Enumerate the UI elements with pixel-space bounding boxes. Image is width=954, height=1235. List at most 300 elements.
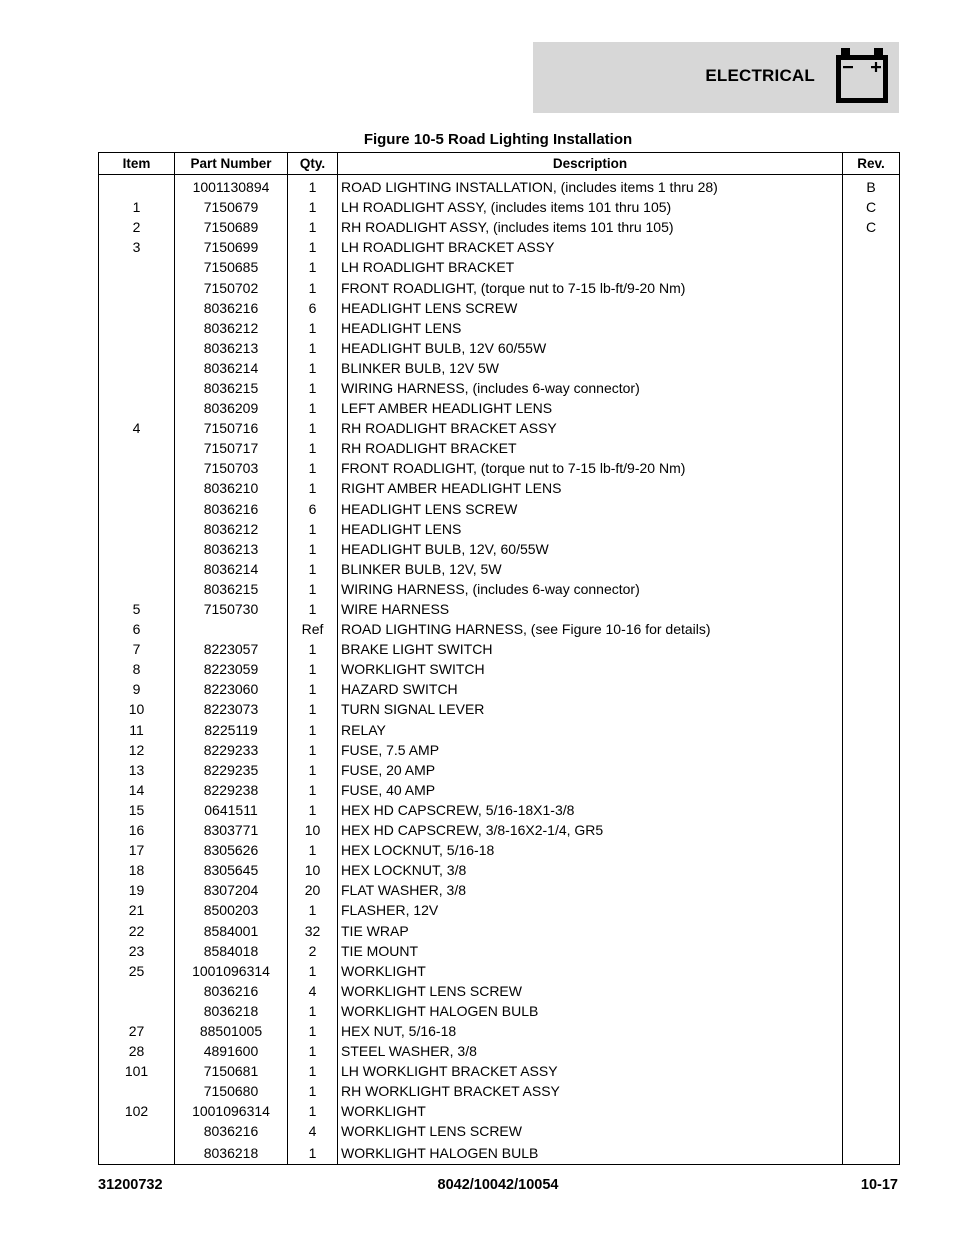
cell-rev (843, 599, 900, 619)
cell-description: RIGHT AMBER HEADLIGHT LENS (338, 478, 843, 498)
table-row (99, 679, 900, 699)
cell-item: 7 (99, 639, 175, 659)
cell-description: HEX HD CAPSCREW, 3/8-16X2-1/4, GR5 (338, 820, 843, 840)
cell-item: 8 (99, 659, 175, 679)
cell-qty: 1 (288, 458, 338, 478)
cell-item: 25 (99, 961, 175, 981)
cell-rev (843, 237, 900, 257)
cell-part-number: 7150699 (175, 237, 288, 257)
table-row (99, 1001, 900, 1021)
cell-rev (843, 1081, 900, 1101)
section-title: ELECTRICAL (705, 66, 815, 85)
cell-rev (843, 378, 900, 398)
cell-item: 12 (99, 740, 175, 760)
table-row (99, 699, 900, 719)
cell-part-number: 8036216 (175, 981, 288, 1001)
table-row (99, 1041, 900, 1061)
cell-qty: 1 (288, 720, 338, 740)
cell-rev (843, 679, 900, 699)
cell-qty: 6 (288, 499, 338, 519)
cell-item (99, 519, 175, 539)
cell-qty: 2 (288, 941, 338, 961)
cell-item: 10 (99, 699, 175, 719)
table-row (99, 499, 900, 519)
cell-description: LH ROADLIGHT BRACKET ASSY (338, 237, 843, 257)
cell-part-number: 8036209 (175, 398, 288, 418)
cell-item: 2 (99, 217, 175, 237)
cell-item: 21 (99, 900, 175, 920)
cell-rev (843, 539, 900, 559)
cell-part-number: 8036214 (175, 559, 288, 579)
cell-item: 23 (99, 941, 175, 961)
column-header-item: Item (99, 153, 175, 175)
cell-qty: 1 (288, 338, 338, 358)
cell-rev (843, 941, 900, 961)
cell-description: FRONT ROADLIGHT, (torque nut to 7-15 lb-ft/9-20 Nm) (338, 277, 843, 297)
table-row (99, 458, 900, 478)
table-row (99, 820, 900, 840)
cell-description: RH ROADLIGHT ASSY, (includes items 101 thru 105) (338, 217, 843, 237)
section-header (533, 42, 899, 113)
cell-qty: 1 (288, 519, 338, 539)
cell-part-number: 7150680 (175, 1081, 288, 1101)
cell-part-number: 0641511 (175, 800, 288, 820)
cell-qty: 1 (288, 1061, 338, 1081)
parts-table-body (99, 175, 900, 1165)
table-row (99, 880, 900, 900)
cell-description: BLINKER BULB, 12V, 5W (338, 559, 843, 579)
battery-icon (834, 46, 892, 108)
cell-item: 16 (99, 820, 175, 840)
cell-part-number: 8036218 (175, 1142, 288, 1165)
cell-qty: 1 (288, 478, 338, 498)
cell-rev (843, 880, 900, 900)
column-header-part-number: Part Number (175, 153, 288, 175)
cell-part-number: 8036213 (175, 338, 288, 358)
table-row (99, 175, 900, 198)
cell-rev (843, 760, 900, 780)
cell-rev (843, 920, 900, 940)
cell-part-number: 7150717 (175, 438, 288, 458)
cell-item: 3 (99, 237, 175, 257)
table-row (99, 1121, 900, 1141)
cell-item: 6 (99, 619, 175, 639)
cell-qty: 1 (288, 900, 338, 920)
cell-item (99, 1121, 175, 1141)
cell-description: STEEL WASHER, 3/8 (338, 1041, 843, 1061)
cell-description: BLINKER BULB, 12V 5W (338, 358, 843, 378)
cell-item: 15 (99, 800, 175, 820)
cell-description: ROAD LIGHTING INSTALLATION, (includes items 1 thru 28) (338, 175, 843, 198)
cell-qty: 10 (288, 820, 338, 840)
cell-item (99, 1081, 175, 1101)
cell-item: 17 (99, 840, 175, 860)
cell-item: 4 (99, 418, 175, 438)
cell-item (99, 981, 175, 1001)
figure-title: Figure 10-5 Road Lighting Installation (363, 131, 633, 148)
cell-description: WORKLIGHT (338, 961, 843, 981)
cell-part-number: 8036215 (175, 378, 288, 398)
cell-rev (843, 699, 900, 719)
cell-rev (843, 298, 900, 318)
cell-part-number: 8036218 (175, 1001, 288, 1021)
table-row (99, 277, 900, 297)
cell-part-number: 8305626 (175, 840, 288, 860)
cell-description: WIRING HARNESS, (includes 6-way connector) (338, 378, 843, 398)
cell-part-number: 1001096314 (175, 1101, 288, 1121)
cell-rev (843, 1121, 900, 1141)
cell-rev (843, 981, 900, 1001)
cell-qty: 32 (288, 920, 338, 940)
cell-item: 18 (99, 860, 175, 880)
table-row (99, 338, 900, 358)
cell-qty: 1 (288, 1021, 338, 1041)
table-row (99, 318, 900, 338)
cell-rev (843, 1142, 900, 1165)
cell-item (99, 1142, 175, 1165)
cell-part-number: 1001130894 (175, 175, 288, 198)
table-row (99, 961, 900, 981)
cell-part-number: 8036214 (175, 358, 288, 378)
cell-qty: 6 (288, 298, 338, 318)
cell-qty: 1 (288, 1101, 338, 1121)
cell-item (99, 378, 175, 398)
cell-description: HAZARD SWITCH (338, 679, 843, 699)
cell-description: HEX LOCKNUT, 5/16-18 (338, 840, 843, 860)
cell-rev (843, 961, 900, 981)
cell-description: TIE MOUNT (338, 941, 843, 961)
cell-description: WORKLIGHT LENS SCREW (338, 1121, 843, 1141)
cell-qty: 1 (288, 760, 338, 780)
cell-item (99, 318, 175, 338)
table-row (99, 941, 900, 961)
footer-page-number: 10-17 (860, 1177, 898, 1193)
table-row (99, 559, 900, 579)
table-row (99, 1142, 900, 1165)
cell-qty: 1 (288, 257, 338, 277)
cell-part-number: 7150679 (175, 197, 288, 217)
cell-rev (843, 1021, 900, 1041)
cell-description: FRONT ROADLIGHT, (torque nut to 7-15 lb-ft/9-20 Nm) (338, 458, 843, 478)
column-header-qty: Qty. (288, 153, 338, 175)
table-row (99, 740, 900, 760)
cell-part-number (175, 619, 288, 639)
cell-qty: 1 (288, 1081, 338, 1101)
cell-description: LH ROADLIGHT BRACKET (338, 257, 843, 277)
cell-part-number: 4891600 (175, 1041, 288, 1061)
cell-rev: B (843, 175, 900, 198)
cell-item: 1 (99, 197, 175, 217)
cell-part-number: 7150689 (175, 217, 288, 237)
table-row (99, 1101, 900, 1121)
cell-part-number: 8584001 (175, 920, 288, 940)
cell-rev (843, 780, 900, 800)
cell-rev (843, 418, 900, 438)
cell-qty: 1 (288, 277, 338, 297)
cell-qty: 1 (288, 539, 338, 559)
cell-rev (843, 1061, 900, 1081)
cell-rev (843, 257, 900, 277)
cell-item: 9 (99, 679, 175, 699)
table-row (99, 378, 900, 398)
table-row (99, 780, 900, 800)
cell-description: WIRING HARNESS, (includes 6-way connector) (338, 579, 843, 599)
cell-qty: 1 (288, 679, 338, 699)
cell-item (99, 438, 175, 458)
cell-part-number: 8036215 (175, 579, 288, 599)
cell-qty: 4 (288, 981, 338, 1001)
table-row (99, 197, 900, 217)
cell-qty: 1 (288, 237, 338, 257)
footer-doc-number: 31200732 (98, 1177, 163, 1193)
cell-qty: 1 (288, 800, 338, 820)
cell-qty: 10 (288, 860, 338, 880)
cell-qty: 4 (288, 1121, 338, 1141)
cell-qty: 1 (288, 175, 338, 198)
table-row (99, 1021, 900, 1041)
cell-qty: 20 (288, 880, 338, 900)
table-row (99, 298, 900, 318)
cell-description: TIE WRAP (338, 920, 843, 940)
cell-qty: 1 (288, 438, 338, 458)
cell-part-number: 8036213 (175, 539, 288, 559)
cell-part-number: 8307204 (175, 880, 288, 900)
cell-description: LH WORKLIGHT BRACKET ASSY (338, 1061, 843, 1081)
cell-description: FLASHER, 12V (338, 900, 843, 920)
cell-rev (843, 458, 900, 478)
cell-rev (843, 438, 900, 458)
table-row (99, 358, 900, 378)
cell-description: WORKLIGHT HALOGEN BULB (338, 1001, 843, 1021)
column-header-rev: Rev. (843, 153, 900, 175)
cell-item: 19 (99, 880, 175, 900)
cell-rev: C (843, 197, 900, 217)
cell-rev (843, 398, 900, 418)
cell-rev (843, 358, 900, 378)
cell-part-number: 8036216 (175, 298, 288, 318)
cell-description: RH WORKLIGHT BRACKET ASSY (338, 1081, 843, 1101)
cell-item (99, 277, 175, 297)
cell-rev (843, 277, 900, 297)
cell-description: HEADLIGHT LENS (338, 318, 843, 338)
cell-rev (843, 1041, 900, 1061)
cell-description: WORKLIGHT (338, 1101, 843, 1121)
table-header-row (99, 153, 900, 175)
cell-qty: 1 (288, 398, 338, 418)
cell-item (99, 478, 175, 498)
cell-part-number: 8305645 (175, 860, 288, 880)
table-row (99, 217, 900, 237)
cell-part-number: 7150702 (175, 277, 288, 297)
cell-item (99, 298, 175, 318)
cell-part-number: 8303771 (175, 820, 288, 840)
table-row (99, 539, 900, 559)
cell-qty: 1 (288, 780, 338, 800)
table-row (99, 720, 900, 740)
cell-part-number: 8036216 (175, 499, 288, 519)
cell-description: ROAD LIGHTING HARNESS, (see Figure 10-16 for details) (338, 619, 843, 639)
table-row (99, 478, 900, 498)
cell-qty: 1 (288, 559, 338, 579)
cell-description: RELAY (338, 720, 843, 740)
cell-description: HEX NUT, 5/16-18 (338, 1021, 843, 1041)
cell-part-number: 88501005 (175, 1021, 288, 1041)
cell-qty: 1 (288, 699, 338, 719)
cell-part-number: 8036212 (175, 318, 288, 338)
cell-description: BRAKE LIGHT SWITCH (338, 639, 843, 659)
cell-part-number: 7150730 (175, 599, 288, 619)
cell-rev (843, 659, 900, 679)
cell-item (99, 175, 175, 198)
cell-rev (843, 820, 900, 840)
cell-item (99, 257, 175, 277)
cell-description: TURN SIGNAL LEVER (338, 699, 843, 719)
cell-item: 13 (99, 760, 175, 780)
table-row (99, 257, 900, 277)
cell-item (99, 499, 175, 519)
cell-description: HEADLIGHT LENS (338, 519, 843, 539)
table-row (99, 981, 900, 1001)
cell-part-number: 7150716 (175, 418, 288, 438)
cell-part-number: 8036216 (175, 1121, 288, 1141)
cell-item (99, 559, 175, 579)
cell-part-number: 8223060 (175, 679, 288, 699)
table-row (99, 800, 900, 820)
cell-item: 27 (99, 1021, 175, 1041)
table-row (99, 1061, 900, 1081)
cell-description: WIRE HARNESS (338, 599, 843, 619)
cell-item: 14 (99, 780, 175, 800)
cell-qty: 1 (288, 599, 338, 619)
cell-description: HEADLIGHT LENS SCREW (338, 499, 843, 519)
cell-item: 5 (99, 599, 175, 619)
cell-description: HEX HD CAPSCREW, 5/16-18X1-3/8 (338, 800, 843, 820)
cell-rev (843, 720, 900, 740)
cell-part-number: 7150681 (175, 1061, 288, 1081)
cell-qty: 1 (288, 1041, 338, 1061)
cell-rev (843, 900, 900, 920)
cell-qty: 1 (288, 740, 338, 760)
cell-rev (843, 740, 900, 760)
cell-rev (843, 619, 900, 639)
cell-rev: C (843, 217, 900, 237)
cell-description: FLAT WASHER, 3/8 (338, 880, 843, 900)
cell-qty: 1 (288, 840, 338, 860)
cell-qty: 1 (288, 318, 338, 338)
cell-item: 28 (99, 1041, 175, 1061)
cell-description: LH ROADLIGHT ASSY, (includes items 101 thru 105) (338, 197, 843, 217)
cell-item (99, 579, 175, 599)
cell-item (99, 398, 175, 418)
cell-part-number: 8584018 (175, 941, 288, 961)
cell-rev (843, 860, 900, 880)
cell-item (99, 539, 175, 559)
cell-description: HEADLIGHT BULB, 12V, 60/55W (338, 539, 843, 559)
cell-part-number: 8229238 (175, 780, 288, 800)
cell-description: LEFT AMBER HEADLIGHT LENS (338, 398, 843, 418)
cell-part-number: 8229233 (175, 740, 288, 760)
cell-rev (843, 840, 900, 860)
cell-qty: 1 (288, 1001, 338, 1021)
cell-qty: 1 (288, 1142, 338, 1165)
cell-item (99, 338, 175, 358)
footer-models: 8042/10042/10054 (437, 1177, 559, 1193)
cell-description: FUSE, 20 AMP (338, 760, 843, 780)
table-row (99, 860, 900, 880)
cell-description: WORKLIGHT HALOGEN BULB (338, 1142, 843, 1165)
table-row (99, 237, 900, 257)
table-row (99, 398, 900, 418)
cell-item (99, 358, 175, 378)
cell-description: FUSE, 40 AMP (338, 780, 843, 800)
table-row (99, 579, 900, 599)
cell-qty: 1 (288, 659, 338, 679)
parts-table (98, 152, 900, 1165)
cell-qty: 1 (288, 579, 338, 599)
table-row (99, 900, 900, 920)
cell-qty: 1 (288, 961, 338, 981)
cell-rev (843, 800, 900, 820)
cell-description: RH ROADLIGHT BRACKET ASSY (338, 418, 843, 438)
cell-rev (843, 639, 900, 659)
cell-qty: 1 (288, 418, 338, 438)
cell-item: 102 (99, 1101, 175, 1121)
cell-description: WORKLIGHT SWITCH (338, 659, 843, 679)
cell-rev (843, 478, 900, 498)
cell-qty: 1 (288, 378, 338, 398)
cell-description: HEADLIGHT BULB, 12V 60/55W (338, 338, 843, 358)
cell-part-number: 8500203 (175, 900, 288, 920)
cell-qty: 1 (288, 358, 338, 378)
table-row (99, 920, 900, 940)
cell-rev (843, 519, 900, 539)
table-row (99, 639, 900, 659)
cell-part-number: 8223057 (175, 639, 288, 659)
cell-rev (843, 499, 900, 519)
cell-description: HEADLIGHT LENS SCREW (338, 298, 843, 318)
table-row (99, 760, 900, 780)
cell-rev (843, 318, 900, 338)
table-row (99, 418, 900, 438)
cell-description: FUSE, 7.5 AMP (338, 740, 843, 760)
cell-part-number: 8036210 (175, 478, 288, 498)
cell-rev (843, 1001, 900, 1021)
cell-part-number: 8223073 (175, 699, 288, 719)
cell-item: 11 (99, 720, 175, 740)
column-header-description: Description (338, 153, 843, 175)
cell-rev (843, 579, 900, 599)
cell-qty: 1 (288, 639, 338, 659)
cell-item: 22 (99, 920, 175, 940)
table-row (99, 519, 900, 539)
cell-item (99, 1001, 175, 1021)
table-row (99, 619, 900, 639)
table-row (99, 840, 900, 860)
cell-item (99, 458, 175, 478)
cell-part-number: 1001096314 (175, 961, 288, 981)
table-row (99, 659, 900, 679)
table-row (99, 438, 900, 458)
cell-rev (843, 338, 900, 358)
cell-rev (843, 1101, 900, 1121)
cell-part-number: 8223059 (175, 659, 288, 679)
cell-qty: 1 (288, 197, 338, 217)
cell-part-number: 8229235 (175, 760, 288, 780)
cell-qty: Ref (288, 619, 338, 639)
cell-item: 101 (99, 1061, 175, 1081)
cell-qty: 1 (288, 217, 338, 237)
cell-description: RH ROADLIGHT BRACKET (338, 438, 843, 458)
